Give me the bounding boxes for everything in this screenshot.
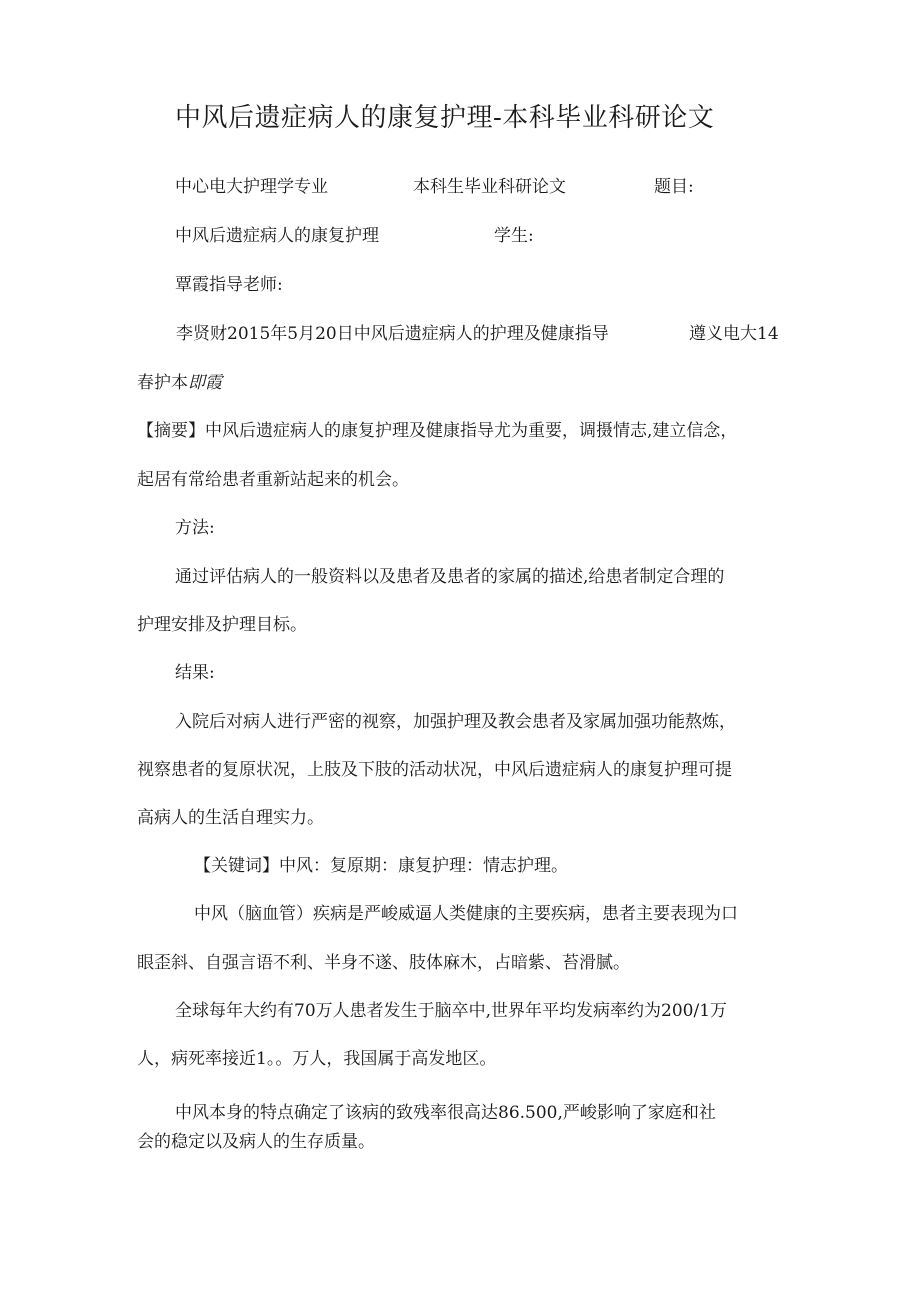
topic-text: 中风后遗症病人的康复护理 — [175, 226, 379, 246]
method-line-1: 通过评估病人的一般资料以及患者及患者的家属的描述,给患者制定合理的 — [175, 567, 725, 587]
keywords-line: 【关键词】中风：复原期：康复护理：情志护理。 — [194, 856, 568, 876]
school-text: 遵义电大14 — [689, 324, 779, 344]
student-advisor-line: 覃霞指导老师: — [175, 275, 283, 295]
result-heading: 结果: — [175, 663, 215, 683]
result-line-1: 入院后对病人进行严密的视察，加强护理及教会患者及家属加强功能熬炼， — [175, 712, 736, 732]
document-title: 中风后遗症病人的康复护理-本科毕业科研论文 — [175, 103, 715, 133]
body-p1-line-1: 中风（脑血管）疾病是严峻威逼人类健康的主要疾病，患者主要表现为口 — [194, 904, 738, 924]
result-line-2: 视察患者的复原状况，上肢及下肢的活动状况，中风后遗症病人的康复护理可提 — [137, 760, 732, 780]
abstract-line-1: 【摘要】中风后遗症病人的康复护理及健康指导尤为重要，调摄情志,建立信念， — [137, 421, 738, 441]
method-line-2: 护理安排及护理目标。 — [137, 615, 307, 635]
body-p2-line-1: 全球每年大约有70万人患者发生于脑卒中,世界年平均发病率约为200/1万 — [175, 1001, 728, 1021]
paper-type-text: 本科生毕业科研论文 — [413, 177, 566, 197]
body-p2-line-2: 人，病死率接近1。。万人，我国属于高发地区。 — [137, 1049, 497, 1069]
student-label: 学生: — [494, 226, 534, 246]
body-p3-line-2: 会的稳定以及病人的生存质量。 — [137, 1132, 375, 1152]
class-suffix: 即霞 — [188, 373, 222, 393]
major-text: 中心电大护理学专业 — [175, 177, 328, 197]
method-heading: 方法: — [175, 518, 215, 538]
class-line — [137, 372, 222, 394]
abstract-line-2: 起居有常给患者重新站起来的机会。 — [137, 470, 409, 490]
body-p3-line-1: 中风本身的特点确定了该病的致残率很高达86.500,严峻影响了家庭和社 — [175, 1103, 716, 1123]
class-prefix: 春护本 — [137, 373, 188, 393]
body-p1-line-2: 眼歪斜、自强言语不利、半身不遂、肢体麻木，占暗紫、苔滑腻。 — [137, 953, 630, 973]
advisor-date-line: 李贤财2015年5月20日中风后遗症病人的护理及健康指导 — [176, 324, 609, 344]
result-line-3: 高病人的生活自理实力。 — [137, 808, 324, 828]
topic-label: 题目: — [654, 177, 694, 197]
